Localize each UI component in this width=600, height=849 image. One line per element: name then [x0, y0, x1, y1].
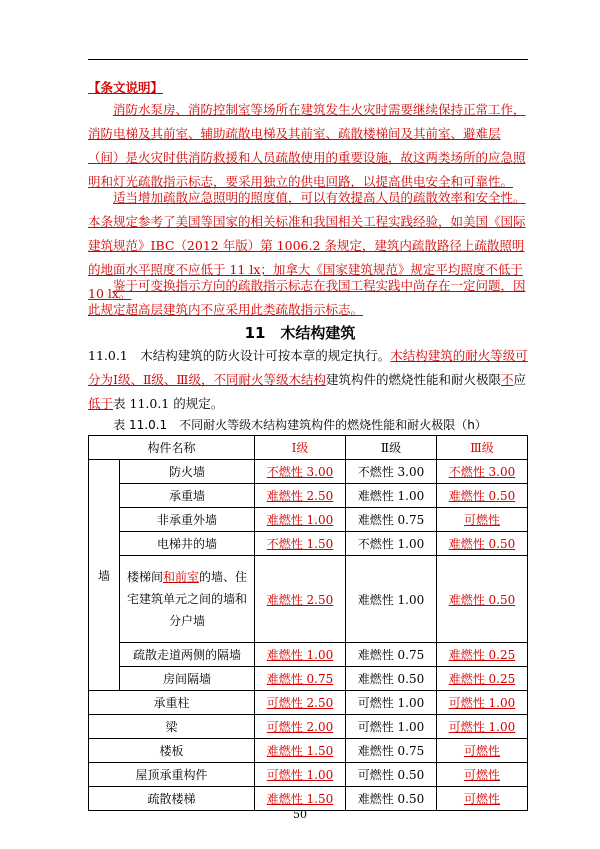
cell-value: 不燃性 1.00	[346, 532, 437, 556]
row-name: 承重墙	[120, 484, 255, 508]
header-grade-1: Ⅰ级	[255, 436, 346, 460]
table-row	[89, 532, 528, 556]
table-row	[89, 667, 528, 691]
row-name: 楼板	[89, 739, 255, 763]
cell-value: 不燃性 3.00	[448, 465, 516, 479]
row-name: 疏散走道两侧的隔墙	[120, 643, 255, 667]
cell-value: 难燃性 1.00	[266, 513, 334, 527]
cell-value: 可燃性 1.00	[346, 691, 437, 715]
table-header-row	[89, 436, 528, 460]
row-name: 屋顶承重构件	[89, 763, 255, 787]
table-caption: 表 11.0.1 不同耐火等级木结构建筑构件的燃烧性能和耐火极限（h）	[113, 418, 487, 432]
cell-value: 难燃性 0.75	[346, 508, 437, 532]
table-row	[89, 460, 528, 484]
table-row	[89, 715, 528, 739]
table-row	[89, 643, 528, 667]
section-title: 11 木结构建筑	[244, 324, 356, 342]
note-heading: 【条文说明】	[88, 80, 164, 95]
table-row	[89, 691, 528, 715]
cell-value: 难燃性 1.50	[266, 744, 334, 758]
cell-value: 难燃性 0.50	[346, 787, 437, 811]
cell-value: 难燃性 1.00	[346, 556, 437, 643]
cell-value: 难燃性 0.50	[448, 592, 516, 607]
cell-value: 难燃性 1.50	[266, 792, 334, 806]
cell-value: 可燃性 1.00	[346, 715, 437, 739]
row-name: 防火墙	[120, 460, 255, 484]
cell-value: 可燃性 0.50	[346, 763, 437, 787]
clause-11-0-1: 11.0.1 木结构建筑的防火设计可按本章的规定执行。木结构建筑的耐火等级可分为Ⅰ级、Ⅱ级、Ⅲ级，不同耐火等级木结构建筑构件的燃烧性能和耐火极限不应低于表 11.0.1 的规定。	[88, 348, 528, 411]
cell-value: 可燃性	[463, 768, 500, 782]
cell-value: 可燃性	[463, 792, 500, 806]
cell-value: 难燃性 0.50	[448, 537, 516, 551]
header-grade-2: Ⅱ级	[346, 436, 437, 460]
cell-value: 难燃性 0.25	[448, 672, 516, 686]
table-row	[89, 787, 528, 811]
row-name: 电梯井的墙	[120, 532, 255, 556]
cell-value: 可燃性 2.50	[266, 696, 334, 710]
cell-value: 可燃性 1.00	[266, 768, 334, 782]
note-paragraph-3: 鉴于可变换指示方向的疏散指示标志在我国工程实践中尚存在一定问题，因此规定超高层建筑内不应采用此类疏散指示标志。	[88, 278, 526, 317]
fire-resistance-table	[88, 435, 528, 811]
row-name: 疏散楼梯	[89, 787, 255, 811]
cell-value: 难燃性 2.50	[266, 489, 334, 503]
header-grade-3: Ⅲ级	[437, 436, 528, 460]
cell-value: 可燃性 1.00	[448, 720, 516, 734]
row-name: 梁	[89, 715, 255, 739]
cell-value: 难燃性 2.50	[266, 592, 334, 607]
cell-value: 难燃性 0.50	[448, 489, 516, 503]
header-component-name: 构件名称	[89, 436, 255, 460]
row-name: 承重柱	[89, 691, 255, 715]
header-rule	[88, 59, 528, 60]
row-name: 楼梯间和前室的墙、住宅建筑单元之间的墙和分户墙	[120, 556, 255, 643]
table-row	[89, 739, 528, 763]
row-name: 非承重外墙	[120, 508, 255, 532]
cell-value: 难燃性 1.00	[346, 484, 437, 508]
row-name: 房间隔墙	[120, 667, 255, 691]
page-number: 50	[293, 808, 307, 821]
cell-value: 可燃性	[463, 513, 500, 527]
note-paragraph-2: 适当增加疏散应急照明的照度值，可以有效提高人员的疏散效率和安全性。本条规定参考了美国等国家的相关标准和我国相关工程实践经验，如美国《国际建筑规范》IBC（2012 年版）第 1006.2 条规定，建筑内疏散路径上疏散照明的地面水平照度不应低于 11 lx；加拿大《国家建筑规范》规定平均照度不低于 10 lx。	[88, 190, 526, 301]
cell-value: 难燃性 0.50	[346, 667, 437, 691]
cell-value: 难燃性 0.25	[448, 648, 516, 662]
cell-value: 可燃性	[463, 744, 500, 758]
cell-value: 难燃性 0.75	[266, 672, 334, 686]
cell-value: 不燃性 1.50	[266, 537, 334, 551]
cell-value: 难燃性 0.75	[346, 643, 437, 667]
wall-group-label: 墙	[89, 460, 120, 691]
table-row	[89, 556, 528, 643]
cell-value: 可燃性 1.00	[448, 696, 516, 710]
table-row	[89, 508, 528, 532]
table-row	[89, 484, 528, 508]
table-row	[89, 763, 528, 787]
cell-value: 不燃性 3.00	[266, 465, 334, 479]
cell-value: 难燃性 1.00	[266, 648, 334, 662]
cell-value: 难燃性 0.75	[346, 739, 437, 763]
cell-value: 可燃性 2.00	[266, 720, 334, 734]
note-paragraph-1: 消防水泵房、消防控制室等场所在建筑发生火灾时需要继续保持正常工作，消防电梯及其前室、辅助疏散电梯及其前室、疏散楼梯间及其前室、避难层（间）是火灾时供消防救援和人员疏散使用的重要设施，故这两类场所的应急照明和灯光疏散指示标志，要采用独立的供电回路，以提高供电安全和可靠性。	[88, 102, 526, 189]
cell-value: 不燃性 3.00	[346, 460, 437, 484]
